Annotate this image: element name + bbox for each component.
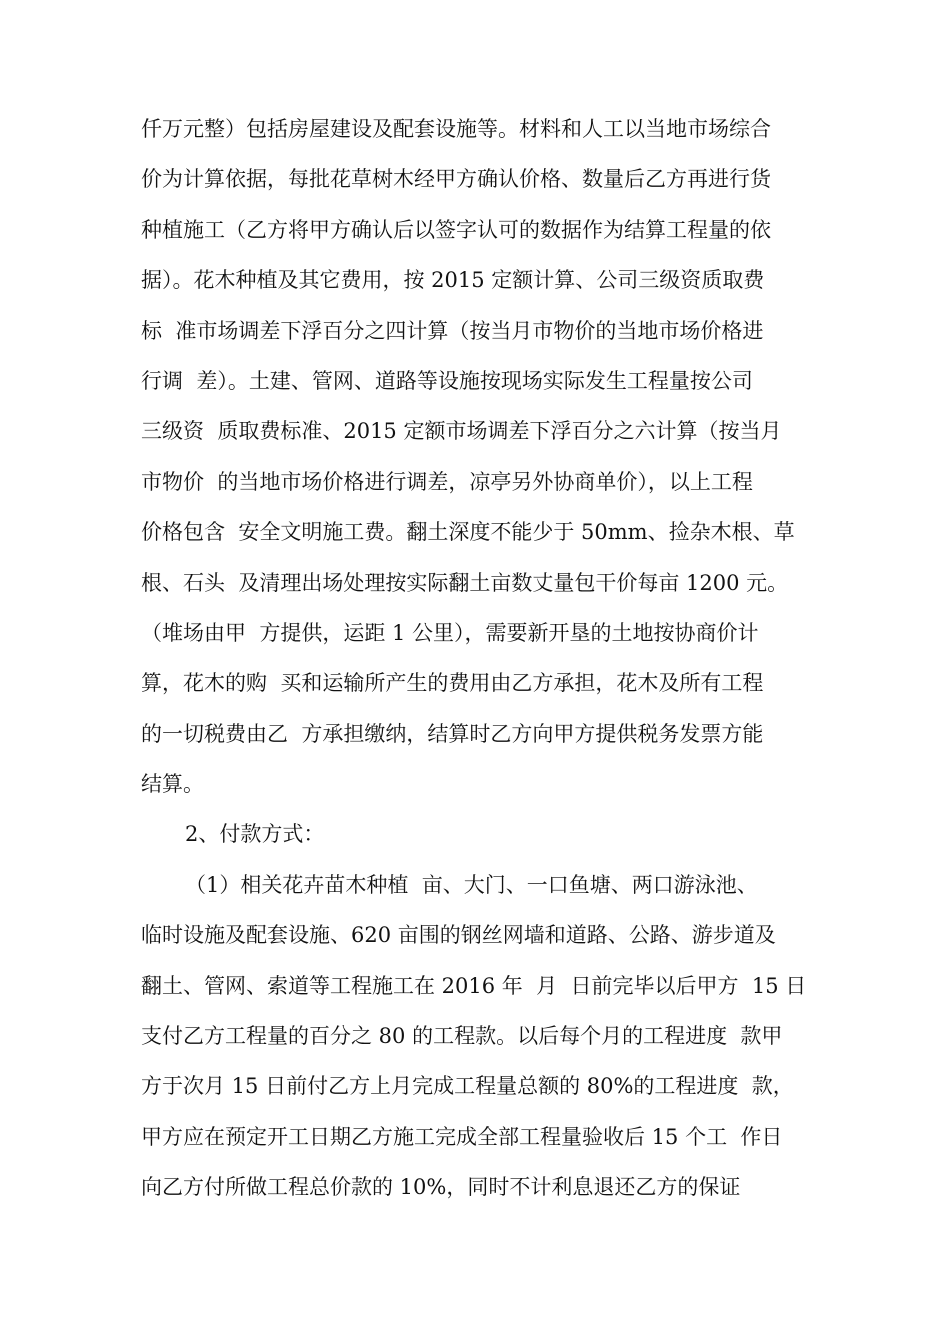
- paragraph-line: 甲方应在预定开工日期乙方施工完成全部工程量验收后 15 个工 作日: [141, 1124, 783, 1149]
- paragraph-line: 方于次月 15 日前付乙方上月完成工程量总额的 80%的工程进度 款，: [141, 1074, 794, 1099]
- paragraph-line: 价格包含 安全文明施工费。翻土深度不能少于 50mm、捡杂木根、草: [141, 520, 795, 545]
- paragraph-line: 支付乙方工程量的百分之 80 的工程款。以后每个月的工程进度 款甲: [141, 1024, 783, 1049]
- section-heading: 2、付款方式：: [185, 822, 325, 847]
- paragraph-line: 三级资 质取费标准、2015 定额市场调差下浮百分之六计算（按当月: [141, 419, 782, 444]
- paragraph-line: 价为计算依据，每批花草树木经甲方确认价格、数量后乙方再进行货: [141, 167, 771, 192]
- paragraph-line: 根、石头 及清理出场处理按实际翻土亩数丈量包干价每亩 1200 元。: [141, 570, 789, 595]
- paragraph-line: 算，花木的购 买和运输所产生的费用由乙方承担，花木及所有工程: [141, 671, 764, 696]
- paragraph-line: 向乙方付所做工程总价款的 10%，同时不计利息退还乙方的保证: [141, 1175, 741, 1200]
- paragraph-line: 种植施工（乙方将甲方确认后以签字认可的数据作为结算工程量的依: [141, 217, 771, 242]
- paragraph-line: 翻土、管网、索道等工程施工在 2016 年 月 日前完毕以后甲方 15 日: [141, 973, 807, 998]
- paragraph-line: 的一切税费由乙 方承担缴纳，结算时乙方向甲方提供税务发票方能: [141, 721, 764, 746]
- paragraph-line: 标 准市场调差下浮百分之四计算（按当月市物价的当地市场价格进: [141, 318, 764, 343]
- paragraph-line: 据）。花木种植及其它费用，按 2015 定额计算、公司三级资质取费: [141, 268, 765, 293]
- paragraph-line: 仟万元整）包括房屋建设及配套设施等。材料和人工以当地市场综合: [141, 117, 771, 141]
- paragraph-line: （1）相关花卉苗木种植 亩、大门、一口鱼塘、两口游泳池、: [185, 872, 758, 897]
- document-body: [141, 104, 821, 1213]
- paragraph-line: 行调 差）。土建、管网、道路等设施按现场实际发生工程量按公司: [141, 368, 753, 393]
- paragraph-line: 结算。: [141, 772, 204, 797]
- paragraph-line: 市物价 的当地市场价格进行调差，凉亭另外协商单价），以上工程: [141, 469, 753, 494]
- paragraph-line: （堆场由甲 方提供，运距 1 公里），需要新开垦的土地按协商价计: [141, 620, 759, 645]
- paragraph-line: 临时设施及配套设施、620 亩围的钢丝网墙和道路、公路、游步道及: [141, 923, 776, 948]
